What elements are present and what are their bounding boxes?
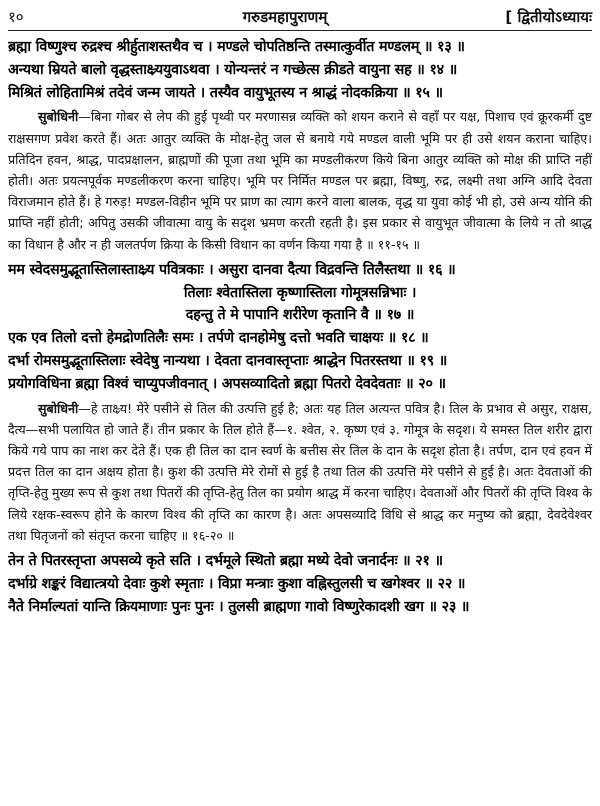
commentary-text: —बिना गोबर से लेप की हुई पृथ्वी पर मरणासन्न व्यक्ति को शयन कराने से वहाँ पर यक्ष, पिशाच एवं क्रूरकर्मी दुष्ट राक्षसगण प्रवेश करते हैं। अतः आतुर व्यक्ति के मोक्ष-हेतु जल से बनाये गये मण्डल वाली भूमि पर ही उसे शयन कराना चाहिए। प्रतिदिन हवन, श्राद्ध, पादप्रक्षालन, ब्राह्मणों की पूजा तथा भूमि का मण्डलीकरण किये बिना आतुर व्यक्ति को मोक्ष की प्राप्ति नहीं होती। अतः प्रयत्नपूर्वक मण्डलीकरण करना चाहिए। भूमि पर निर्मित मण्डल पर ब्रह्मा, विष्णु, रुद्र, लक्ष्मी तथा अग्नि आदि देवता विराजमान होते हैं। हे गरुड़! मण्डल-विहीन भूमि पर प्राण का त्याग करने वाला बालक, वृद्ध या युवा कोई भी हो, उसे अन्य योनि की प्राप्ति नहीं होती; अपितु उसकी जीवात्मा वायु के सदृश भ्रमण करती रहती है। इस प्रकार से वायुभूत जीवात्मा के लिये न तो श्राद्ध का विधान है और न ही जलतर्पण क्रिया के किसी विधान का वर्णन किया गया है ॥ ११-१५ ॥ — [8, 109, 592, 252]
commentary-text: —हे ताक्ष्र्य! मेरे पसीने से तिल की उत्पत्ति हुई है; अतः यह तिल अत्यन्त पवित्र है। तिल के प्रभाव से असुर, राक्षस, दैत्य—सभी पलायित हो जाते हैं। तीन प्रकार के तिल होते हैं—१. श्वेत, २. कृष्ण एवं ३. गोमूत्र के सदृश। ये समस्त तिल शरीर द्वारा किये गये पाप का नाश कर देते हैं। एक ही तिल का दान स्वर्ण के बत्तीस सेर तिल के दान के सदृश होता है। तर्पण, दान एवं हवन में प्रदत्त तिल का दान अक्षय होता है। कुश की उत्पत्ति मेरे रोमों से हुई है तथा तिल की उत्पत्ति मेरे पसीने से हुई है। अतः देवताओं की तृप्ति-हेतु मुख्य रूप से कुश तथा पितरों की तृप्ति-हेतु तिल का प्रयोग श्राद्ध में करना चाहिए। देवताओं और पितरों की तृप्ति विश्व के लिये रक्षक-स्वरूप होने के कारण विश्व की तृप्ति का कारण है। अतः अपसव्यादि विधि से श्राद्ध कर मनुष्य को ब्रह्मा, देवदेवेश्वर तथा पितृजनों को संतृप्त करना चाहिए ॥ १६-२० ॥ — [8, 400, 592, 543]
book-title: गरुडमहापुराणम् — [242, 8, 328, 26]
verse-line: दहन्तु ते मे पापानि शरीरेण कृतानि वै ॥ १७ ॥ — [185, 307, 415, 324]
commentary-1 — [8, 106, 592, 254]
verse-line: मम स्वेदसमुद्भूतास्तिलास्ताक्ष्र्य पवित्रकाः । असुरा दानवा दैत्या विद्रवन्ति तिलैस्तथा ॥ १६ ॥ — [8, 261, 456, 278]
verse-block-1 — [8, 36, 592, 104]
commentary-label: सुबोधिनी — [38, 400, 79, 416]
commentary-label: सुबोधिनी — [38, 109, 79, 125]
verse-line: अन्यथा म्रियते बालो वृद्धस्ताक्ष्र्ययुवाऽथवा । योन्यन्तरं न गच्छेत्स क्रीडते वायुना सह ॥ १४ ॥ — [8, 61, 458, 78]
verse-line: दर्भा रोमसमुद्भूतास्तिलाः स्वेदेषु नान्यथा । देवता दानवास्तृप्ताः श्राद्धेन पितरस्तथा ॥ १९ ॥ — [8, 353, 448, 369]
verse-block-3 — [8, 550, 592, 618]
verse-line: तेन ते पितरस्तृप्ता अपसव्ये कृते सति । दर्भमूले स्थितो ब्रह्मा मध्ये देवो जनार्दनः ॥ २१ ॥ — [8, 553, 443, 570]
page-number: १० — [8, 8, 24, 26]
verse-line: नैते निर्माल्यतां यान्ति क्रियमाणाः पुनः पुनः । तुलसी ब्राह्मणा गावो विष्णुरेकादशी खग ॥ २३ ॥ — [8, 598, 470, 615]
verse-line: ब्रह्मा विष्णुश्च रुद्रश्च श्रीर्हुताशस्तथैव च । मण्डले चोपतिष्ठन्ति तस्मात्कुर्वीत मण्डलम् ॥ १३ ॥ — [8, 39, 465, 55]
chapter-title: [ द्वितीयोऽध्यायः — [505, 8, 592, 26]
verse-line: तिलाः श्वेतास्तिला कृष्णास्तिला गोमूत्रसन्निभाः । — [183, 284, 417, 301]
verse-line: प्रयोगविधिना ब्रह्मा विश्वं चाप्युपजीवनात् । अपसव्यादितो ब्रह्मा पितरो देवदेवताः ॥ २० ॥ — [8, 375, 446, 392]
page-header — [8, 6, 592, 31]
verse-line: दर्भाग्रे शङ्करं विद्यात्त्रयो देवाः कुशे स्मृताः । विप्रा मन्त्राः कुशा वह्निस्तुलसी च खगेश्वर ॥ २२ ॥ — [8, 575, 466, 592]
verse-block-2 — [8, 259, 592, 396]
commentary-2 — [8, 398, 592, 546]
verse-line: एक एव तिलो दत्तो हेमद्रोणतिलैः समः । तर्पणे दानहोमेषु दत्तो भवति चाक्षयः ॥ १८ ॥ — [8, 330, 429, 347]
verse-line: मिश्रितं लोहितामिश्रं तदेवं जन्म जायते । तस्यैव वायुभूतस्य न श्राद्धं नोदकक्रिया ॥ १५ ॥ — [8, 84, 443, 101]
